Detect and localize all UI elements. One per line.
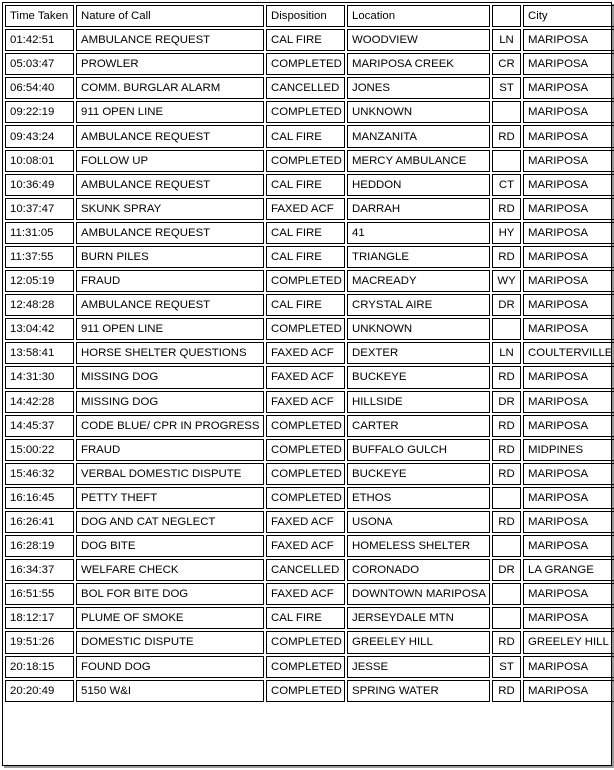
cell-location: CORONADO — [347, 559, 490, 581]
cell-disposition: COMPLETED — [266, 53, 345, 75]
table-row — [5, 342, 614, 364]
cell-nature-of-call: 911 OPEN LINE — [76, 101, 264, 123]
cell-street-suffix: RD — [492, 125, 521, 147]
cell-street-suffix — [492, 318, 521, 340]
cell-location: WOODVIEW — [347, 29, 490, 51]
cell-street-suffix — [492, 487, 521, 509]
cell-city: MARIPOSA — [523, 391, 614, 413]
cell-street-suffix: RD — [492, 511, 521, 533]
cell-time-taken: 20:20:49 — [5, 680, 74, 702]
cell-location: UNKNOWN — [347, 318, 490, 340]
cell-time-taken: 01:42:51 — [5, 29, 74, 51]
cell-street-suffix: DR — [492, 559, 521, 581]
cell-city: MARIPOSA — [523, 174, 614, 196]
cell-disposition: CAL FIRE — [266, 294, 345, 316]
cell-location: BUCKEYE — [347, 366, 490, 388]
cell-location: ETHOS — [347, 487, 490, 509]
cell-city: MARIPOSA — [523, 294, 614, 316]
cell-location: BUFFALO GULCH — [347, 439, 490, 461]
cell-disposition: CAL FIRE — [266, 246, 345, 268]
cell-location: 41 — [347, 222, 490, 244]
cell-nature-of-call: 911 OPEN LINE — [76, 318, 264, 340]
cell-time-taken: 16:26:41 — [5, 511, 74, 533]
cell-location: DARRAH — [347, 198, 490, 220]
cell-nature-of-call: FOLLOW UP — [76, 150, 264, 172]
cell-disposition: COMPLETED — [266, 487, 345, 509]
cell-time-taken: 14:42:28 — [5, 391, 74, 413]
table-row — [5, 656, 614, 678]
cell-street-suffix — [492, 607, 521, 629]
cell-time-taken: 19:51:26 — [5, 631, 74, 653]
table-row — [5, 680, 614, 702]
cell-time-taken: 12:48:28 — [5, 294, 74, 316]
table-row — [5, 125, 614, 147]
cell-city: MARIPOSA — [523, 366, 614, 388]
cell-disposition: COMPLETED — [266, 150, 345, 172]
cell-location: HEDDON — [347, 174, 490, 196]
cell-disposition: COMPLETED — [266, 415, 345, 437]
cell-nature-of-call: MISSING DOG — [76, 366, 264, 388]
cell-city: MARIPOSA — [523, 29, 614, 51]
cell-city: COULTERVILLE — [523, 342, 614, 364]
cell-city: MARIPOSA — [523, 101, 614, 123]
cell-street-suffix: RD — [492, 366, 521, 388]
cell-disposition: CAL FIRE — [266, 174, 345, 196]
table-row — [5, 535, 614, 557]
cell-street-suffix: RD — [492, 246, 521, 268]
header-city: City — [523, 5, 614, 27]
header-row — [5, 5, 614, 27]
cell-nature-of-call: AMBULANCE REQUEST — [76, 125, 264, 147]
cell-nature-of-call: PLUME OF SMOKE — [76, 607, 264, 629]
cell-time-taken: 14:31:30 — [5, 366, 74, 388]
cell-nature-of-call: AMBULANCE REQUEST — [76, 29, 264, 51]
table-body — [5, 29, 614, 702]
cell-time-taken: 16:34:37 — [5, 559, 74, 581]
table-row — [5, 77, 614, 99]
cell-city: LA GRANGE — [523, 559, 614, 581]
cell-disposition: FAXED ACF — [266, 366, 345, 388]
cell-nature-of-call: FRAUD — [76, 270, 264, 292]
table-row — [5, 463, 614, 485]
cell-nature-of-call: BURN PILES — [76, 246, 264, 268]
cell-city: GREELEY HILL — [523, 631, 614, 653]
cell-disposition: FAXED ACF — [266, 511, 345, 533]
cell-location: DEXTER — [347, 342, 490, 364]
cell-disposition: COMPLETED — [266, 680, 345, 702]
table-row — [5, 415, 614, 437]
table-row — [5, 174, 614, 196]
cell-disposition: CAL FIRE — [266, 29, 345, 51]
cell-nature-of-call: CODE BLUE/ CPR IN PROGRESS — [76, 415, 264, 437]
cell-location: MERCY AMBULANCE — [347, 150, 490, 172]
cell-time-taken: 05:03:47 — [5, 53, 74, 75]
cell-disposition: COMPLETED — [266, 463, 345, 485]
table-row — [5, 29, 614, 51]
cell-disposition: FAXED ACF — [266, 198, 345, 220]
table-row — [5, 294, 614, 316]
cell-nature-of-call: BOL FOR BITE DOG — [76, 583, 264, 605]
cell-disposition: COMPLETED — [266, 631, 345, 653]
cell-time-taken: 13:04:42 — [5, 318, 74, 340]
table-row — [5, 198, 614, 220]
cell-time-taken: 06:54:40 — [5, 77, 74, 99]
table-row — [5, 270, 614, 292]
cell-nature-of-call: WELFARE CHECK — [76, 559, 264, 581]
cell-nature-of-call: FRAUD — [76, 439, 264, 461]
header-nature-of-call: Nature of Call — [76, 5, 264, 27]
cell-time-taken: 20:18:15 — [5, 656, 74, 678]
call-log-sheet — [2, 2, 612, 766]
table-row — [5, 53, 614, 75]
cell-disposition: COMPLETED — [266, 439, 345, 461]
cell-disposition: COMPLETED — [266, 318, 345, 340]
table-row — [5, 439, 614, 461]
table-row — [5, 246, 614, 268]
cell-time-taken: 09:43:24 — [5, 125, 74, 147]
cell-street-suffix — [492, 583, 521, 605]
cell-location: HILLSIDE — [347, 391, 490, 413]
cell-time-taken: 10:08:01 — [5, 150, 74, 172]
cell-street-suffix — [492, 150, 521, 172]
header-location: Location — [347, 5, 490, 27]
cell-street-suffix — [492, 101, 521, 123]
cell-city: MARIPOSA — [523, 463, 614, 485]
cell-time-taken: 15:46:32 — [5, 463, 74, 485]
cell-time-taken: 14:45:37 — [5, 415, 74, 437]
cell-street-suffix: LN — [492, 29, 521, 51]
cell-city: MARIPOSA — [523, 415, 614, 437]
cell-location: MARIPOSA CREEK — [347, 53, 490, 75]
cell-nature-of-call: PETTY THEFT — [76, 487, 264, 509]
cell-disposition: COMPLETED — [266, 101, 345, 123]
table-row — [5, 150, 614, 172]
table-row — [5, 487, 614, 509]
cell-city: MARIPOSA — [523, 77, 614, 99]
table-row — [5, 631, 614, 653]
cell-nature-of-call: AMBULANCE REQUEST — [76, 174, 264, 196]
cell-street-suffix — [492, 535, 521, 557]
cell-location: JERSEYDALE MTN — [347, 607, 490, 629]
cell-nature-of-call: VERBAL DOMESTIC DISPUTE — [76, 463, 264, 485]
cell-time-taken: 09:22:19 — [5, 101, 74, 123]
cell-street-suffix: RD — [492, 439, 521, 461]
table-row — [5, 366, 614, 388]
table-row — [5, 318, 614, 340]
cell-nature-of-call: PROWLER — [76, 53, 264, 75]
cell-street-suffix: DR — [492, 391, 521, 413]
cell-nature-of-call: HORSE SHELTER QUESTIONS — [76, 342, 264, 364]
cell-street-suffix: WY — [492, 270, 521, 292]
cell-location: HOMELESS SHELTER — [347, 535, 490, 557]
cell-location: JESSE — [347, 656, 490, 678]
cell-location: DOWNTOWN MARIPOSA — [347, 583, 490, 605]
cell-time-taken: 11:37:55 — [5, 246, 74, 268]
cell-city: MARIPOSA — [523, 318, 614, 340]
cell-time-taken: 12:05:19 — [5, 270, 74, 292]
cell-street-suffix: LN — [492, 342, 521, 364]
cell-city: MARIPOSA — [523, 487, 614, 509]
cell-disposition: CAL FIRE — [266, 222, 345, 244]
cell-city: MIDPINES — [523, 439, 614, 461]
table-row — [5, 559, 614, 581]
cell-location: BUCKEYE — [347, 463, 490, 485]
header-disposition: Disposition — [266, 5, 345, 27]
cell-time-taken: 15:00:22 — [5, 439, 74, 461]
cell-street-suffix: DR — [492, 294, 521, 316]
cell-street-suffix: RD — [492, 680, 521, 702]
cell-time-taken: 16:51:55 — [5, 583, 74, 605]
cell-city: MARIPOSA — [523, 680, 614, 702]
table-row — [5, 583, 614, 605]
cell-city: MARIPOSA — [523, 511, 614, 533]
cell-nature-of-call: FOUND DOG — [76, 656, 264, 678]
cell-location: MANZANITA — [347, 125, 490, 147]
cell-time-taken: 16:16:45 — [5, 487, 74, 509]
cell-city: MARIPOSA — [523, 270, 614, 292]
cell-city: MARIPOSA — [523, 583, 614, 605]
table-row — [5, 607, 614, 629]
cell-disposition: COMPLETED — [266, 656, 345, 678]
cell-time-taken: 10:36:49 — [5, 174, 74, 196]
cell-city: MARIPOSA — [523, 607, 614, 629]
cell-location: SPRING WATER — [347, 680, 490, 702]
table-row — [5, 511, 614, 533]
cell-city: MARIPOSA — [523, 246, 614, 268]
cell-disposition: CANCELLED — [266, 77, 345, 99]
cell-nature-of-call: SKUNK SPRAY — [76, 198, 264, 220]
cell-nature-of-call: AMBULANCE REQUEST — [76, 222, 264, 244]
cell-street-suffix: ST — [492, 656, 521, 678]
cell-location: UNKNOWN — [347, 101, 490, 123]
table-row — [5, 391, 614, 413]
cell-disposition: FAXED ACF — [266, 583, 345, 605]
cell-nature-of-call: DOG AND CAT NEGLECT — [76, 511, 264, 533]
cell-disposition: FAXED ACF — [266, 391, 345, 413]
cell-location: CRYSTAL AIRE — [347, 294, 490, 316]
cell-location: CARTER — [347, 415, 490, 437]
cell-disposition: FAXED ACF — [266, 342, 345, 364]
cell-city: MARIPOSA — [523, 222, 614, 244]
cell-city: MARIPOSA — [523, 125, 614, 147]
cell-disposition: COMPLETED — [266, 270, 345, 292]
table-row — [5, 222, 614, 244]
cell-nature-of-call: AMBULANCE REQUEST — [76, 294, 264, 316]
cell-city: MARIPOSA — [523, 656, 614, 678]
cell-street-suffix: RD — [492, 198, 521, 220]
cell-street-suffix: ST — [492, 77, 521, 99]
cell-nature-of-call: MISSING DOG — [76, 391, 264, 413]
cell-time-taken: 18:12:17 — [5, 607, 74, 629]
cell-nature-of-call: DOMESTIC DISPUTE — [76, 631, 264, 653]
cell-street-suffix: RD — [492, 631, 521, 653]
cell-disposition: CAL FIRE — [266, 607, 345, 629]
cell-nature-of-call: 5150 W&I — [76, 680, 264, 702]
cell-nature-of-call: DOG BITE — [76, 535, 264, 557]
header-time-taken: Time Taken — [5, 5, 74, 27]
cell-city: MARIPOSA — [523, 53, 614, 75]
cell-time-taken: 10:37:47 — [5, 198, 74, 220]
table-row — [5, 101, 614, 123]
cell-location: TRIANGLE — [347, 246, 490, 268]
cell-time-taken: 11:31:05 — [5, 222, 74, 244]
cell-street-suffix: HY — [492, 222, 521, 244]
cell-street-suffix: RD — [492, 463, 521, 485]
cell-city: MARIPOSA — [523, 150, 614, 172]
call-log-table — [3, 3, 614, 704]
cell-time-taken: 16:28:19 — [5, 535, 74, 557]
cell-location: USONA — [347, 511, 490, 533]
cell-time-taken: 13:58:41 — [5, 342, 74, 364]
cell-location: JONES — [347, 77, 490, 99]
cell-city: MARIPOSA — [523, 535, 614, 557]
cell-disposition: CANCELLED — [266, 559, 345, 581]
cell-location: GREELEY HILL — [347, 631, 490, 653]
header-street-suffix — [492, 5, 521, 27]
cell-nature-of-call: COMM. BURGLAR ALARM — [76, 77, 264, 99]
cell-street-suffix: CT — [492, 174, 521, 196]
cell-city: MARIPOSA — [523, 198, 614, 220]
cell-street-suffix: RD — [492, 415, 521, 437]
cell-disposition: CAL FIRE — [266, 125, 345, 147]
cell-location: MACREADY — [347, 270, 490, 292]
cell-disposition: FAXED ACF — [266, 535, 345, 557]
cell-street-suffix: CR — [492, 53, 521, 75]
